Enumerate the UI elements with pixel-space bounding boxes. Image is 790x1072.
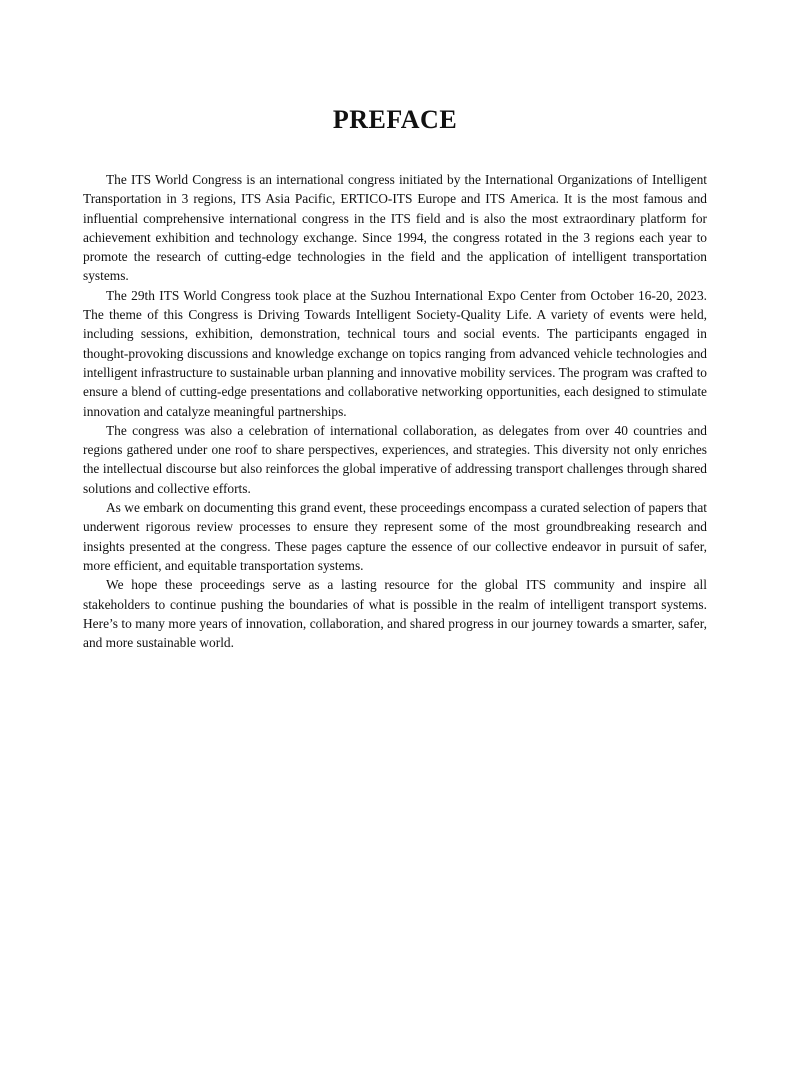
paragraph-29th-congress: The 29th ITS World Congress took place at the Suzhou International Expo Center from October 16-20, 2023. The theme of this Congress is Driving Towards Intelligent Society-Quality Life. A variety of events were held, including sessions, exhibition, demonstration, technical tours and social events. The participants engaged in thought-provoking discussions and knowledge exchange on topics ranging from advanced vehicle technologies and intelligent infrastructure to sustainable urban planning and innovative mobility services. The program was crafted to ensure a blend of cutting-edge presentations and collaborative networking opportunities, each designed to stimulate innovation and catalyze meaningful partnerships. [83,287,707,419]
preface-body [83,170,707,652]
page-title: PREFACE [332,105,458,134]
paragraph-collaboration: The congress was also a celebration of international collaboration, as delegates from over 40 countries and regions gathered under one roof to share perspectives, experiences, and strategies. This diversity not only enriches the intellectual discourse but also reinforces the global imperative of addressing transport challenges through shared solutions and collective efforts. [83,422,707,496]
paragraph-closing: We hope these proceedings serve as a lasting resource for the global ITS community and inspire all stakeholders to continue pushing the boundaries of what is possible in the realm of intelligent transport systems. Here’s to many more years of innovation, collaboration, and shared progress in our journey towards a smarter, safer, and more sustainable world. [83,577,707,651]
paragraph-proceedings: As we embark on documenting this grand event, these proceedings encompass a curated selection of papers that underwent rigorous review processes to ensure they represent some of the most groundbreaking research and insights presented at the congress. These pages capture the essence of our collective endeavor in pursuit of safer, more efficient, and equitable transportation systems. [83,500,707,573]
paragraph-intro: The ITS World Congress is an international congress initiated by the International Organizations of Intelligent Transportation in 3 regions, ITS Asia Pacific, ERTICO-ITS Europe and ITS America. It is the most famous and influential comprehensive international congress in the ITS field and is also the most extraordinary platform for achievement exhibition and technology exchange. Since 1994, the congress rotated in the 3 regions each year to promote the research of cutting-edge technologies in the field and the application of intelligent transportation systems. [83,172,707,284]
